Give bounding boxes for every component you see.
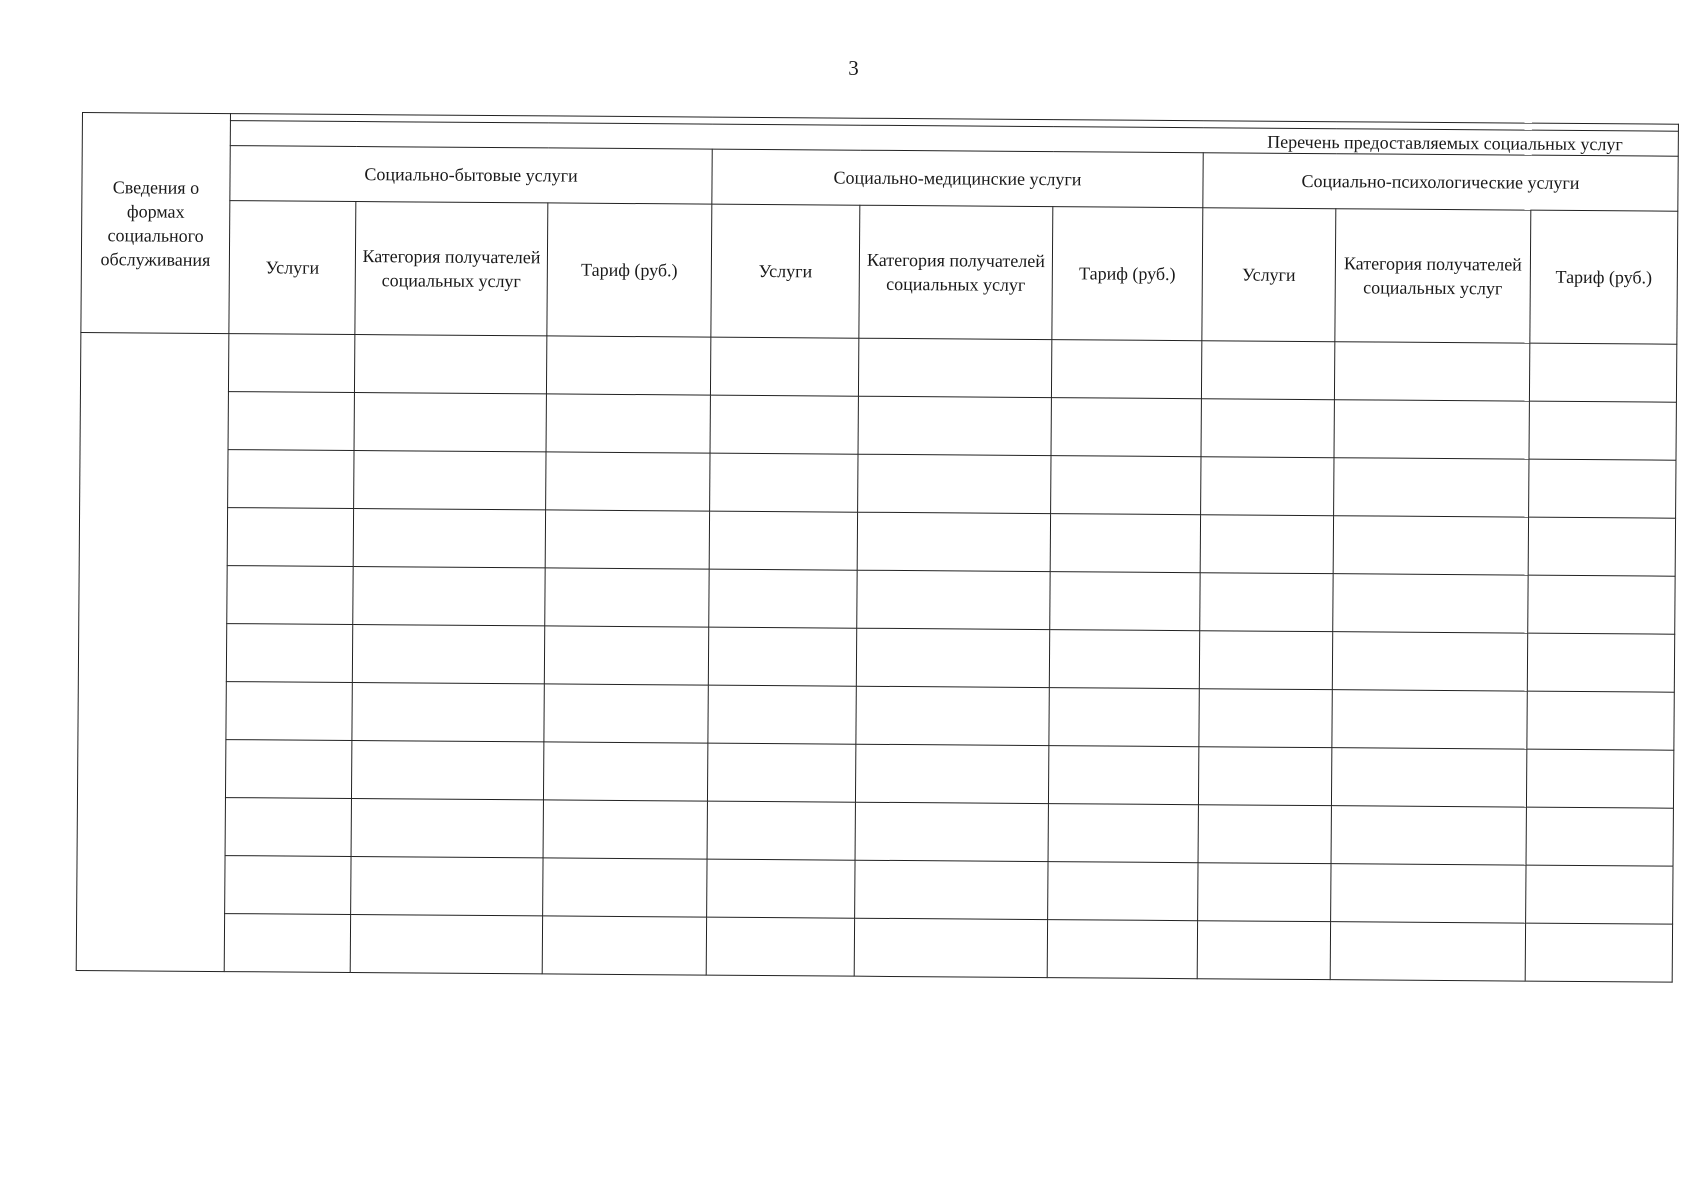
social-services-table: [76, 112, 1679, 983]
table-cell: [1051, 456, 1201, 515]
table-cell: [855, 860, 1048, 919]
table-cell: [858, 338, 1051, 397]
table-cell: [228, 450, 354, 509]
table-cell: [544, 684, 708, 743]
table-cell: [1198, 747, 1331, 806]
table-cell: [710, 453, 858, 512]
subcolumn-header-services: Услуги: [1202, 208, 1336, 342]
table-cell: [225, 798, 351, 857]
table-cell: [545, 510, 709, 569]
table-cell: [1529, 343, 1676, 402]
subcolumn-header-tariff: Тариф (руб.): [1052, 207, 1203, 341]
table-cell: [542, 916, 706, 975]
table-cell: [351, 798, 543, 857]
table-cell: [1051, 398, 1201, 457]
table-cell: [1199, 631, 1332, 690]
table-cell: [1048, 746, 1198, 805]
table-cell: [707, 801, 855, 860]
table-cell: [353, 509, 545, 568]
table-cell: [1332, 632, 1527, 691]
table-cell: [1199, 689, 1332, 748]
table-cell: [1331, 806, 1526, 865]
table-cell: [708, 685, 856, 744]
table-cell: [1334, 342, 1529, 401]
table-cell: [709, 569, 857, 628]
table-cell: [352, 624, 544, 683]
table-cell: [1197, 921, 1330, 980]
table-cell: [1050, 572, 1200, 631]
subcolumn-header-services: Услуги: [711, 204, 860, 338]
table-cell: [353, 567, 545, 626]
table-cell: [854, 918, 1047, 977]
table-cell: [1529, 401, 1676, 460]
group-header-household: Социально-бытовые услуги: [230, 146, 712, 205]
table-cell: [710, 395, 858, 454]
table-cell: [1048, 862, 1198, 921]
table-cell: [225, 856, 351, 915]
table-cell: [1334, 458, 1529, 517]
table-cell: [350, 914, 542, 973]
table-cell: [543, 742, 707, 801]
table-cell: [226, 624, 352, 683]
table-row: [76, 912, 1672, 982]
table-cell: [855, 744, 1048, 803]
table-cell: [1526, 865, 1673, 924]
table-cell: [1526, 749, 1673, 808]
forms-of-service-header: Сведения о формах социального обслуживания: [81, 113, 231, 334]
table-cell: [546, 452, 710, 511]
table-cell: [856, 628, 1049, 687]
table-cell: [1528, 517, 1675, 576]
table-cell: [354, 335, 546, 394]
table-cell: [1527, 633, 1674, 692]
table-cell: [543, 858, 707, 917]
table-cell: [543, 800, 707, 859]
table-cell: [857, 512, 1050, 571]
table-cell: [224, 914, 350, 973]
subcolumn-header-recipient-category: Категория получателей социальных услуг: [355, 202, 548, 336]
table-cell: [858, 396, 1051, 455]
table-cell: [858, 454, 1051, 513]
table-cell: [1528, 575, 1675, 634]
table-cell: [1525, 923, 1672, 982]
table-cell: [1201, 457, 1334, 516]
subcolumn-header-recipient-category: Категория получателей социальных услуг: [1335, 209, 1531, 343]
subcolumn-header-recipient-category: Категория получателей социальных услуг: [859, 205, 1053, 339]
table-cell: [1331, 748, 1526, 807]
table-cell: [707, 743, 855, 802]
table-cell: [1526, 807, 1673, 866]
table-cell: [1332, 690, 1527, 749]
table-cell: [227, 566, 353, 625]
table-cell: [706, 917, 854, 976]
table-cell: [1201, 341, 1334, 400]
table-cell: [1201, 399, 1334, 458]
table-cell: [1051, 340, 1201, 399]
table-cell: [226, 682, 352, 741]
table-cell: [351, 856, 543, 915]
table-cell: [1527, 691, 1674, 750]
table-cell: [354, 393, 546, 452]
table-cell: [227, 508, 353, 567]
table-cell: [225, 740, 351, 799]
table-cell: [707, 859, 855, 918]
table-cell: [1333, 516, 1528, 575]
table-cell: [1330, 922, 1525, 981]
table-cell: [546, 394, 710, 453]
table-cell: [857, 570, 1050, 629]
forms-of-service-cell: [76, 332, 229, 971]
table-cell: [352, 682, 544, 741]
table-cell: [1333, 574, 1528, 633]
page-number: 3: [848, 56, 859, 80]
subcolumn-header-tariff: Тариф (руб.): [1530, 210, 1678, 344]
table-cell: [228, 334, 354, 393]
table-cell: [228, 392, 354, 451]
table-cell: [1050, 514, 1200, 573]
table-cell: [1049, 688, 1199, 747]
table-cell: [708, 627, 856, 686]
group-header-psychological: Социально-психологические услуги: [1203, 153, 1678, 211]
subcolumn-header-services: Услуги: [229, 201, 356, 335]
table-cell: [1529, 459, 1676, 518]
table-cell: [1331, 864, 1526, 923]
table-cell: [545, 568, 709, 627]
table-cell: [1334, 400, 1529, 459]
table-cell: [1200, 515, 1333, 574]
table-cell: [1048, 804, 1198, 863]
table-cell: [856, 686, 1049, 745]
table-cell: [544, 626, 708, 685]
table-cell: [354, 451, 546, 510]
table-cell: [546, 336, 710, 395]
table-cell: [1200, 573, 1333, 632]
table-cell: [709, 511, 857, 570]
table-cell: [855, 802, 1048, 861]
services-list-title: Перечень предоставляемых социальных услуг: [230, 121, 1678, 157]
table-cell: [1198, 863, 1331, 922]
table-cell: [710, 337, 858, 396]
table-cell: [351, 740, 543, 799]
table-cell: [1049, 630, 1199, 689]
group-header-medical: Социально-медицинские услуги: [712, 149, 1203, 208]
subcolumn-header-tariff: Тариф (руб.): [547, 203, 712, 337]
table-cell: [1198, 805, 1331, 864]
table-cell: [1047, 920, 1197, 979]
